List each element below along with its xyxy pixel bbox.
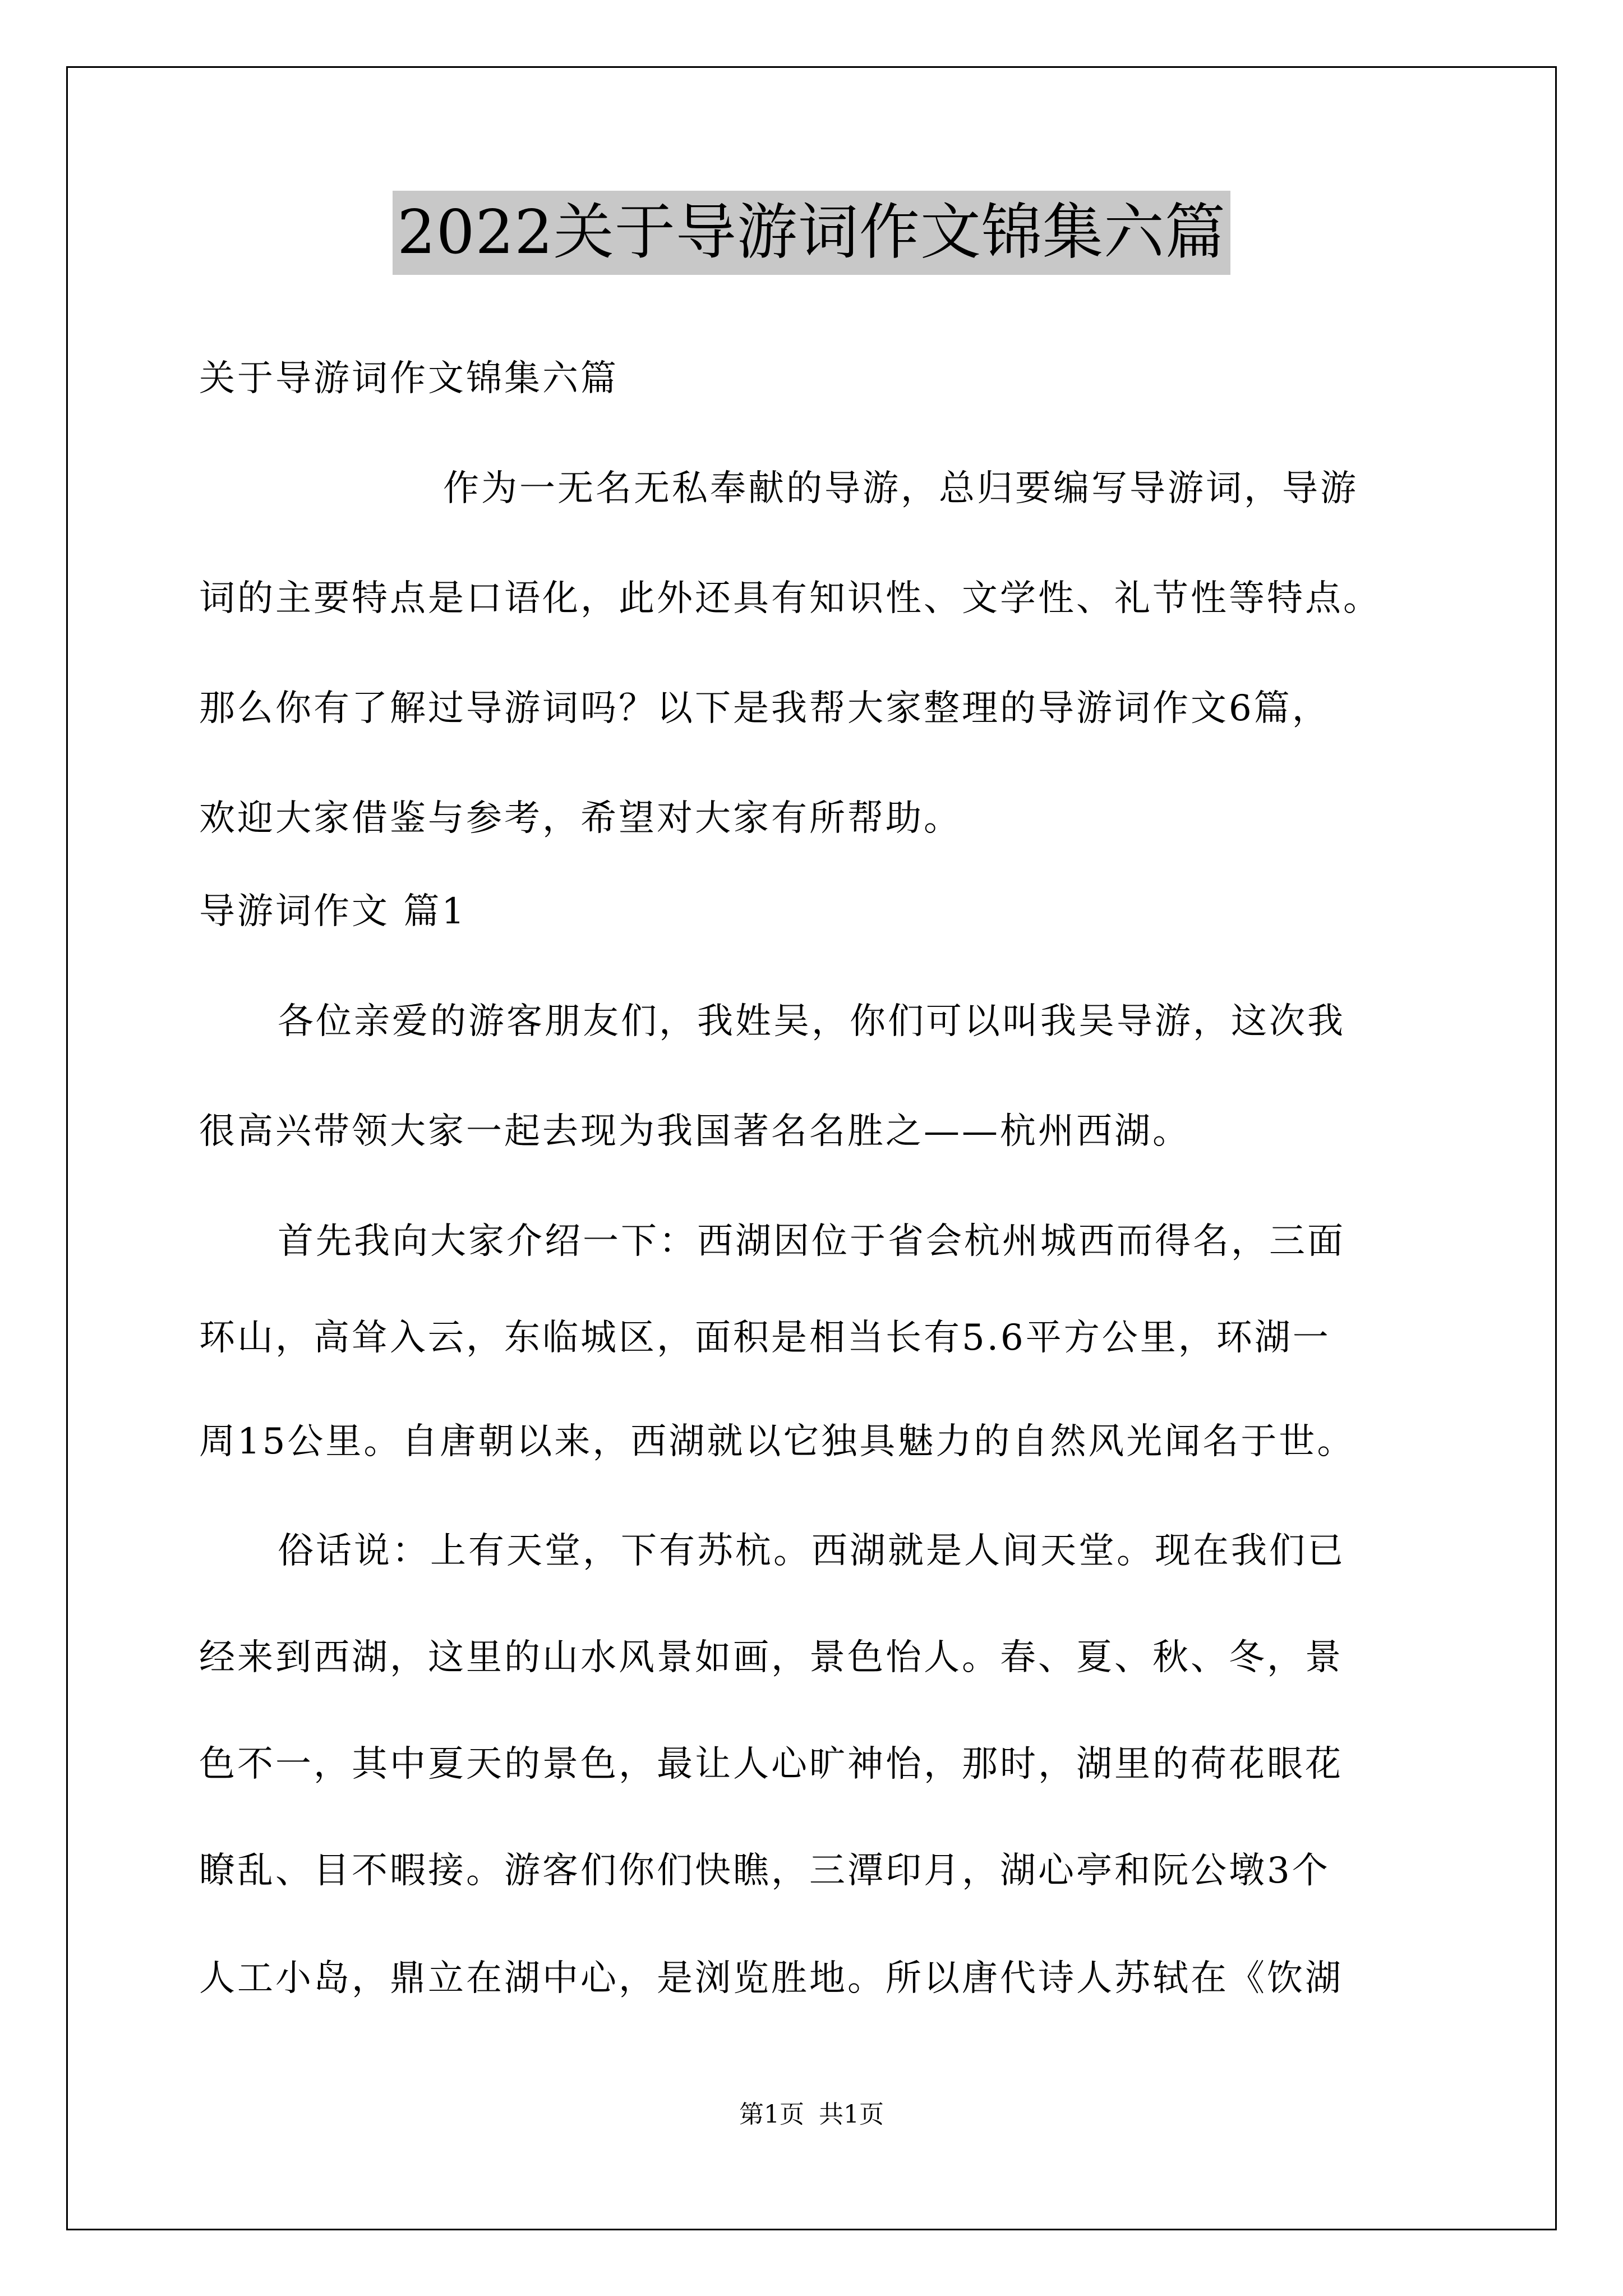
body-line: 作为一无名无私奉献的导游，总归要编写导游词，导游 bbox=[443, 468, 1358, 509]
title-container bbox=[0, 191, 1623, 275]
body-line: 俗话说：上有天堂，下有苏杭。西湖就是人间天堂。现在我们已 bbox=[278, 1530, 1345, 1572]
body-line: 周15公里。自唐朝以来，西湖就以它独具魅力的自然风光闻名于世。 bbox=[199, 1421, 1355, 1462]
body-line: 瞭乱、目不暇接。游客们你们快瞧，三潭印月，湖心亭和阮公墩3个 bbox=[199, 1850, 1330, 1892]
body-line: 词的主要特点是口语化，此外还具有知识性、文学性、礼节性等特点。 bbox=[199, 578, 1381, 619]
body-line: 首先我向大家介绍一下：西湖因位于省会杭州城西而得名，三面 bbox=[278, 1221, 1345, 1262]
body-line: 欢迎大家借鉴与参考，希望对大家有所帮助。 bbox=[199, 798, 962, 839]
section-heading: 导游词作文 篇1 bbox=[199, 891, 467, 932]
body-line: 环山，高耸入云，东临城区，面积是相当长有5.6平方公里，环湖一 bbox=[199, 1317, 1331, 1359]
document-title: 2022关于导游词作文锦集六篇 bbox=[393, 191, 1230, 275]
subtitle-line: 关于导游词作文锦集六篇 bbox=[199, 358, 619, 399]
body-line: 人工小岛，鼎立在湖中心，是浏览胜地。所以唐代诗人苏轼在《饮湖 bbox=[199, 1958, 1343, 1999]
page-footer bbox=[0, 2098, 1623, 2132]
page-number: 第1页 bbox=[739, 2100, 804, 2129]
page-total: 共1页 bbox=[819, 2100, 884, 2129]
body-line: 色不一，其中夏天的景色，最让人心旷神怡，那时，湖里的荷花眼花 bbox=[199, 1743, 1343, 1785]
body-line: 那么你有了解过导游词吗？以下是我帮大家整理的导游词作文6篇， bbox=[199, 688, 1330, 729]
body-line: 很高兴带领大家一起去现为我国著名名胜之——杭州西湖。 bbox=[199, 1111, 1191, 1152]
body-line: 各位亲爱的游客朋友们，我姓吴，你们可以叫我吴导游，这次我 bbox=[278, 1001, 1345, 1042]
body-line: 经来到西湖，这里的山水风景如画，景色怡人。春、夏、秋、冬，景 bbox=[199, 1637, 1343, 1678]
